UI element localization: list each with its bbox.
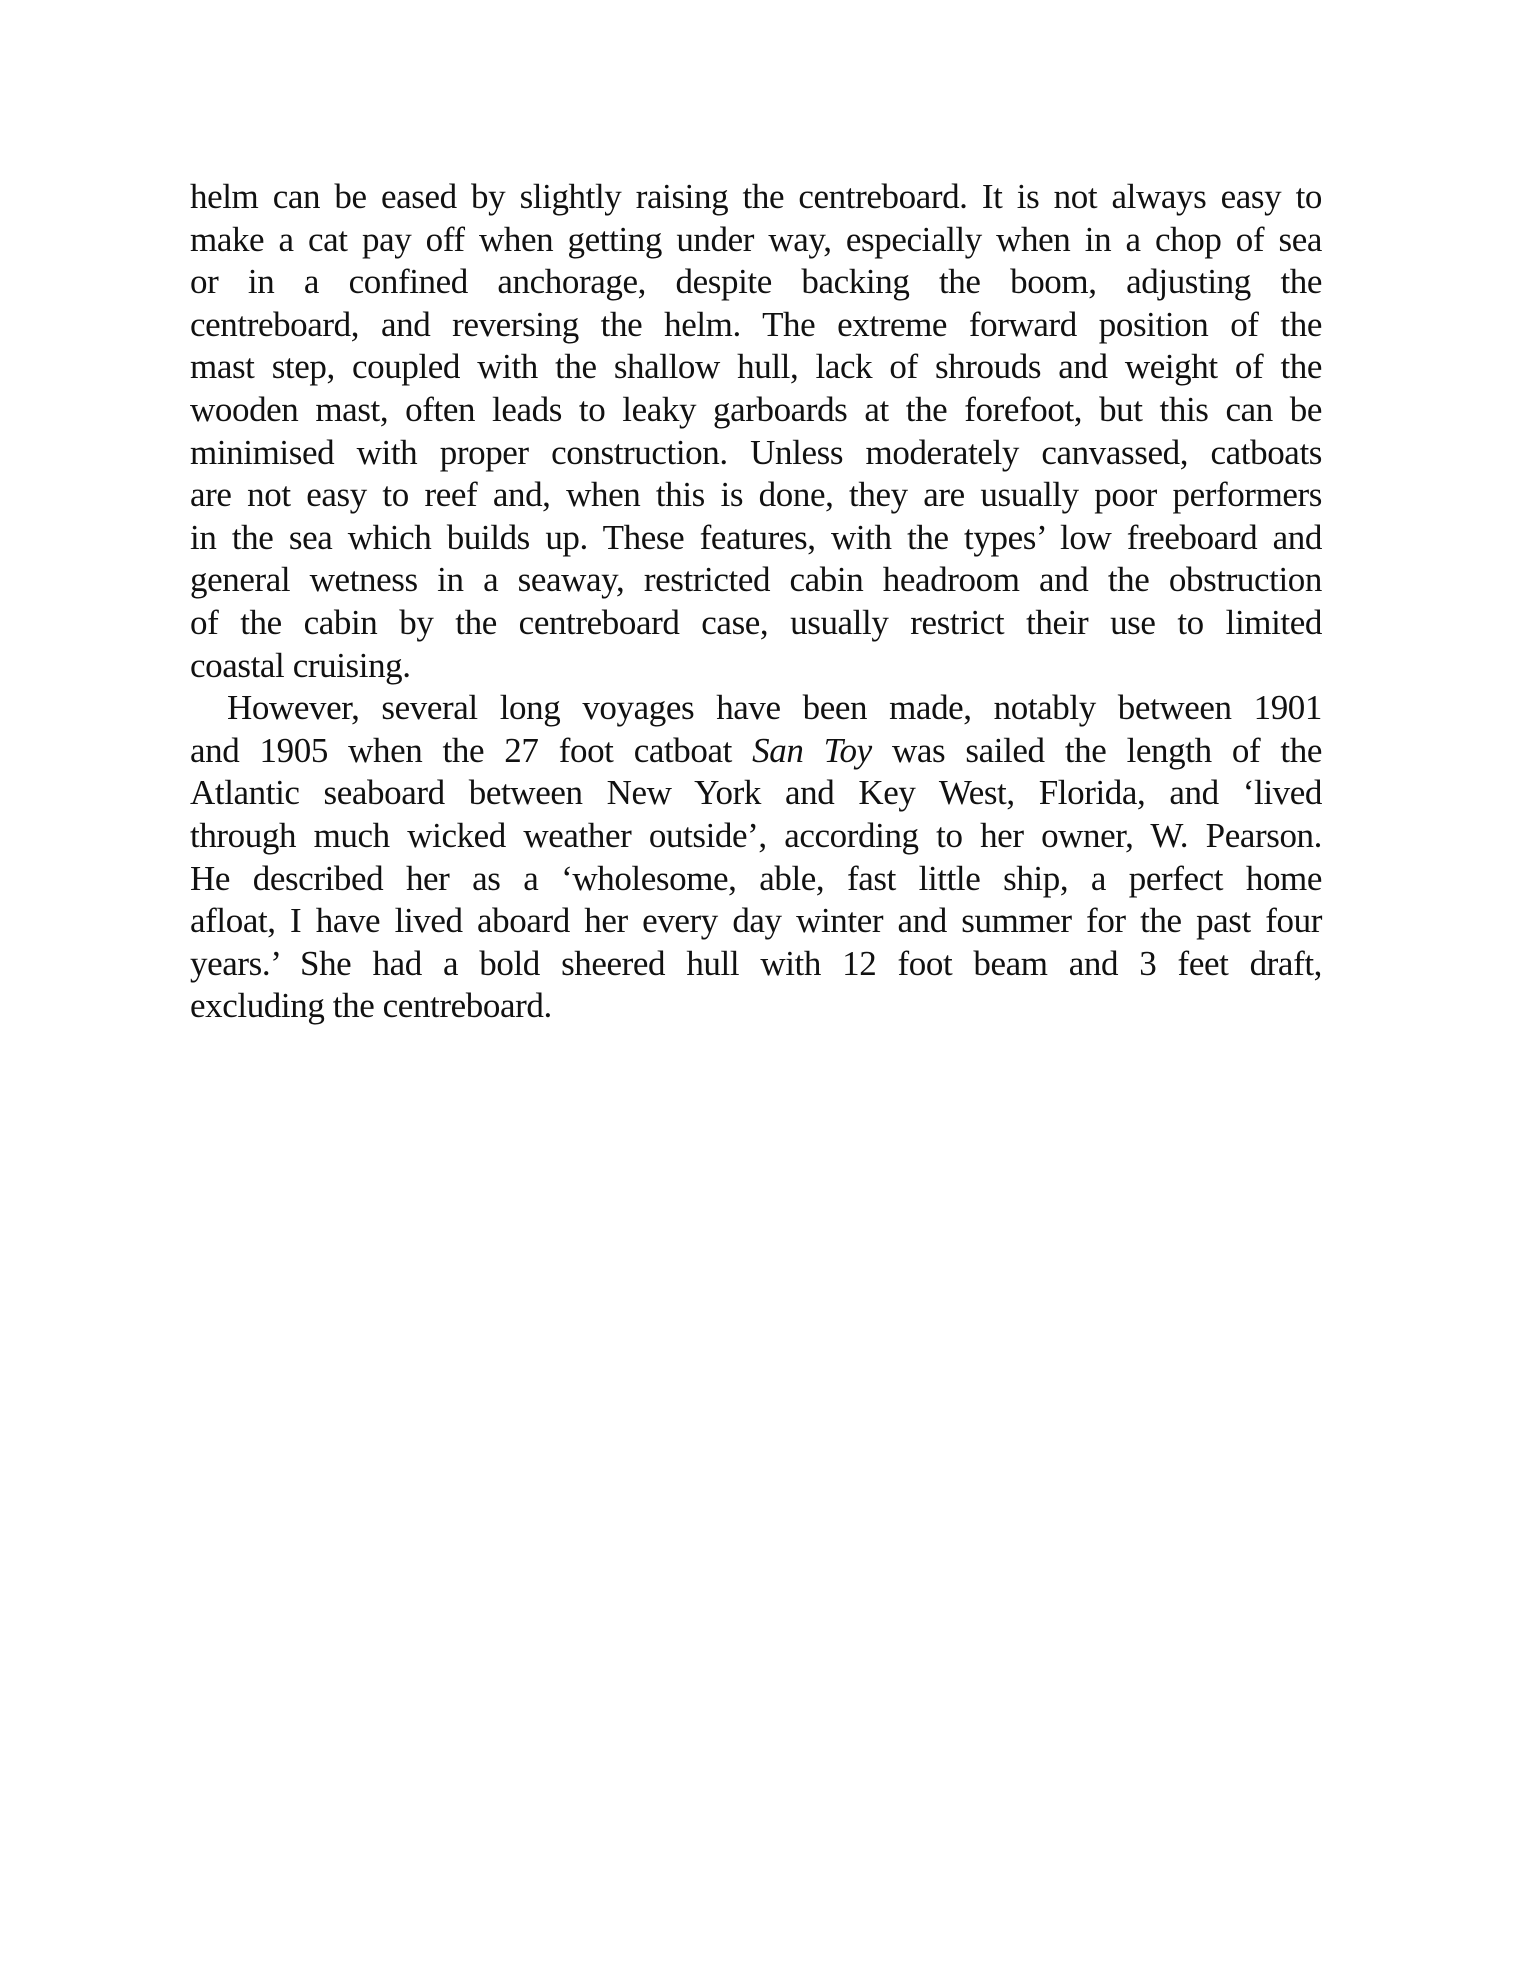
text-line: mast step, coupled with the shallow hull, lack of shrouds and weight of the (190, 347, 1322, 387)
text-line: years.’ She had a bold sheered hull with 12 foot beam and 3 feet draft, (190, 943, 1322, 983)
text-line: However, several long voyages have been made, notably between 1901 (227, 688, 1322, 728)
paragraph-2 (190, 687, 1322, 1028)
text-line: minimised with proper construction. Unless moderately canvassed, catboats (190, 432, 1322, 472)
text-line: Atlantic seaboard between New York and Key West, Florida, and ‘lived (190, 773, 1322, 813)
text-line: through much wicked weather outside’, according to her owner, W. Pearson. (190, 815, 1322, 855)
text-line: general wetness in a seaway, restricted cabin headroom and the obstruction (190, 560, 1322, 600)
text-line: are not easy to reef and, when this is done, they are usually poor performers (190, 475, 1322, 515)
text-line: wooden mast, often leads to leaky garboards at the forefoot, but this can be (190, 389, 1322, 429)
text-line: afloat, I have lived aboard her every day winter and summer for the past four (190, 901, 1322, 941)
page-body-text (190, 176, 1322, 1028)
text-line: or in a confined anchorage, despite backing the boom, adjusting the (190, 262, 1322, 302)
text-segment: was sailed the length of the (871, 730, 1322, 770)
text-segment: and 1905 when the 27 foot catboat (190, 730, 753, 770)
paragraph-1 (190, 176, 1322, 687)
text-line: helm can be eased by slightly raising the centreboard. It is not always easy to (190, 177, 1322, 216)
text-line (190, 730, 1322, 773)
text-line: of the cabin by the centreboard case, usually restrict their use to limited (190, 602, 1322, 642)
text-line: in the sea which builds up. These features, with the types’ low freeboard and (190, 517, 1322, 557)
text-line: excluding the centreboard. (190, 986, 552, 1026)
boat-name: San Toy (752, 730, 872, 770)
text-line: He described her as a ‘wholesome, able, fast little ship, a perfect home (190, 858, 1322, 898)
text-line: centreboard, and reversing the helm. The extreme forward position of the (190, 304, 1322, 344)
text-line: make a cat pay off when getting under way, especially when in a chop of sea (190, 219, 1322, 259)
text-line: coastal cruising. (190, 645, 411, 685)
